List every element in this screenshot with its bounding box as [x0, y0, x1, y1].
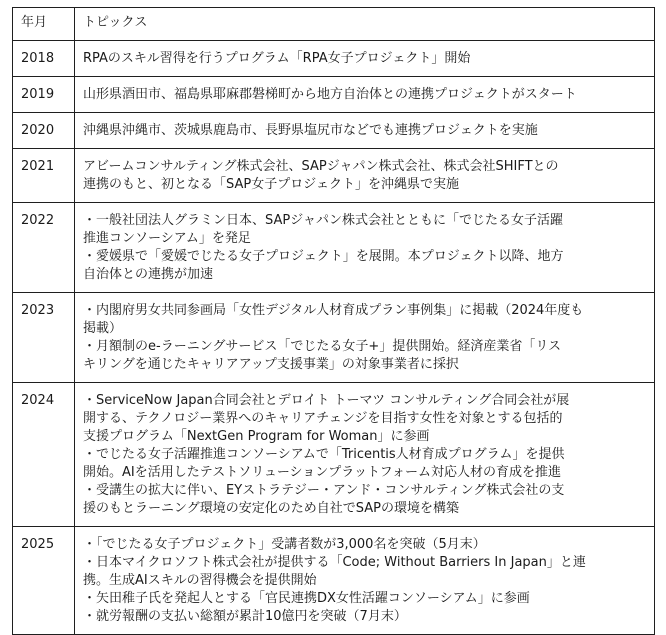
topic-line: ・受講生の拡大に伴い、EYストラテジー・アンド・コンサルティング株式会社の支 — [83, 483, 565, 498]
topic-line: 開始。AIを活用したテストソリューションプラットフォーム対応人材の育成を推進 — [83, 465, 561, 480]
topic-line: ・内閣府男女共同参画局「女性デジタル人材育成プラン事例集」に掲載（2024年度も — [83, 303, 584, 318]
topic-line: ・愛媛県で「愛媛でじたる女子プロジェクト」を展開。本プロジェクト以降、地方 — [83, 249, 564, 264]
topic-line: ・一般社団法人グラミン日本、SAPジャパン株式会社とともに「でじたる女子活躍 — [83, 213, 563, 228]
topic-line: 自治体との連携が加速 — [83, 267, 214, 282]
year-cell: 2020 — [13, 113, 75, 149]
table-row — [13, 113, 655, 149]
topic-line: 援のもとラーニング環境の安定化のため自社でSAPの環境を構築 — [83, 501, 459, 516]
topic-line: 沖縄県沖縄市、茨城県鹿島市、長野県塩尻市などでも連携プロジェクトを実施 — [83, 123, 538, 138]
year-cell: 2024 — [13, 383, 75, 527]
header-topic: トピックス — [75, 8, 655, 41]
table-row — [13, 203, 655, 293]
topic-cell — [75, 203, 655, 293]
topic-line: ・「でじたる女子プロジェクト」受講者数が3,000名を突破（5月末） — [83, 537, 486, 552]
topic-line: キリングを通じたキャリアアップ支援事業」の対象事業者に採択 — [83, 357, 459, 372]
topic-line: アビームコンサルティング株式会社、SAPジャパン株式会社、株式会社SHIFTとの — [83, 159, 559, 174]
table-row — [13, 383, 655, 527]
topic-line: ・でじたる女子活躍推進コンソーシアムで「Tricentis人材育成プログラム」を提供 — [83, 447, 565, 462]
topic-cell — [75, 383, 655, 527]
topic-line: 開する、テクノロジー業界へのキャリアチェンジを目指す女性を対象とする包括的 — [83, 411, 563, 426]
topic-line: ・矢田稚子氏を発起人とする「官民連携DX女性活躍コンソーシアム」に参画 — [83, 591, 530, 606]
topic-line: ・日本マイクロソフト株式会社が提供する「Code; Without Barriers In Japan」と連 — [83, 555, 586, 570]
year-cell: 2023 — [13, 293, 75, 383]
topic-line: 推進コンソーシアム」を発足 — [83, 231, 251, 246]
header-year: 年月 — [13, 8, 75, 41]
topic-line: ・月額制のe-ラーニングサービス「でじたる女子+」提供開始。経済産業省「リス — [83, 339, 562, 354]
year-cell: 2022 — [13, 203, 75, 293]
topic-cell — [75, 149, 655, 203]
table-row — [13, 293, 655, 383]
year-cell: 2019 — [13, 77, 75, 113]
table-row — [13, 149, 655, 203]
topic-line: RPAのスキル習得を行うプログラム「RPA女子プロジェクト」開始 — [83, 51, 471, 66]
year-cell: 2018 — [13, 41, 75, 77]
table-header-row — [13, 8, 655, 41]
topic-cell — [75, 41, 655, 77]
topic-line: 掲載） — [83, 321, 123, 336]
topic-cell — [75, 293, 655, 383]
topic-line: 山形県酒田市、福島県耶麻郡磐梯町から地方自治体との連携プロジェクトがスタート — [83, 87, 577, 102]
topic-cell — [75, 527, 655, 635]
table-row — [13, 41, 655, 77]
topic-line: ・ServiceNow Japan合同会社とデロイト トーマツ コンサルティング合同会社が展 — [83, 393, 570, 408]
topic-cell — [75, 113, 655, 149]
topics-table — [12, 7, 655, 635]
table-row — [13, 77, 655, 113]
topic-line: 連携のもと、初となる「SAP女子プロジェクト」を沖縄県で実施 — [83, 177, 459, 192]
topic-line: 支援プログラム「NextGen Program for Woman」に参画 — [83, 429, 430, 444]
year-cell: 2025 — [13, 527, 75, 635]
topic-line: 携。生成AIスキルの習得機会を提供開始 — [83, 573, 317, 588]
table-row — [13, 527, 655, 635]
topic-line: ・就労報酬の支払い総額が累計10億円を突破（7月末） — [83, 609, 407, 624]
table-body — [13, 41, 655, 635]
year-cell: 2021 — [13, 149, 75, 203]
topic-cell — [75, 77, 655, 113]
